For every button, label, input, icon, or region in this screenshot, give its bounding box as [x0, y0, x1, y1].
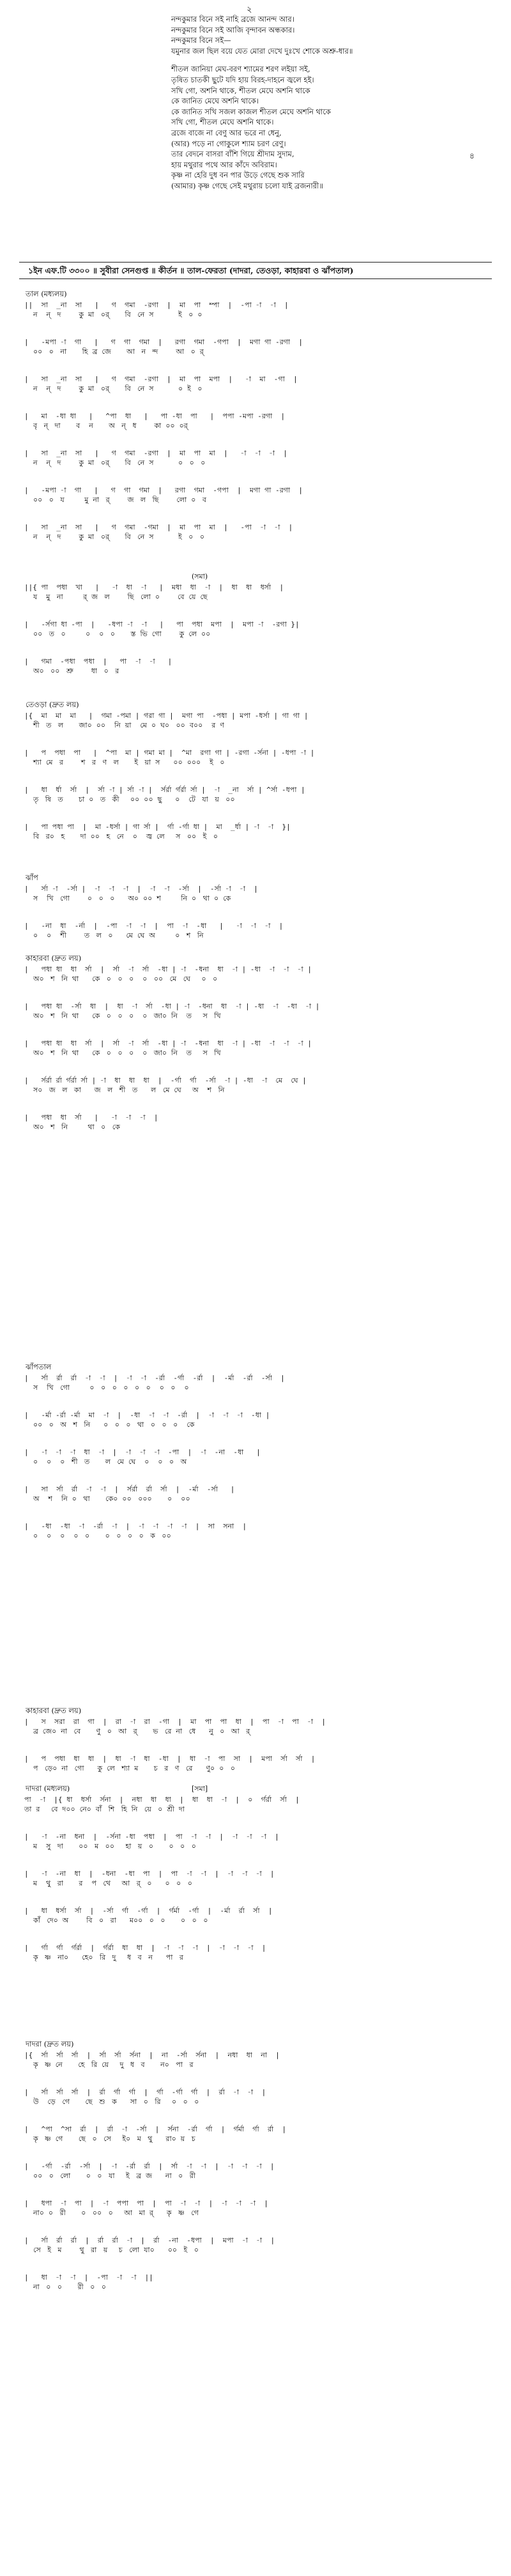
notation-words: অ শ নি ০ থা কে০ ০০ ০০০ ০ ০০: [24, 1495, 190, 1503]
notation-row: [24, 522, 491, 542]
notation-row: [24, 448, 491, 468]
section-title: দাদরা (মধ্যলয়): [26, 1784, 70, 1793]
notation-notes: | সা র্সা র্রা -া -া | র্সর্রা র্রা র্সা | -র্মা -র্সা |: [24, 1485, 235, 1493]
notation-notes: | ^পা ^সা র্রা | র্রা -া -র্সা | র্সনা -র্রা র্গা | র্গর্মা র্গা র্রা |: [24, 2125, 287, 2133]
notation-row: [24, 2050, 491, 2069]
notation-words: বি র০ হ দা ০০ হ নে ০ জ্ব লে স ০০ ই ০: [24, 832, 218, 841]
notation-row: [24, 2161, 491, 2181]
lyrics-line: কে জানিত সখি সজল কাজল শীতল মেঘে অশনি থাকে: [171, 107, 331, 116]
notation-words: য মু না র্ জ ল ছি লো ০ বে য়ে ছে: [24, 593, 208, 601]
section-title: কাহারবা (দ্রুত লয়): [26, 1706, 82, 1715]
lyrics-line: সখি গো, শীতল মেঘে অশনি থাকে।: [171, 118, 274, 127]
notation-words: তা র বে দ০০ নে০ বাঁ শি হি নি য়ে ০ শ্রী দা: [24, 1805, 185, 1813]
section-title: তাল (মধ্যলয়): [26, 289, 67, 298]
notation-row: [24, 1113, 491, 1132]
section-title: কাহারবা (দ্রুত লয়): [26, 954, 82, 963]
notation-row: [24, 2199, 491, 2218]
notation-words: তৃ ষি ত চা ০ ত কী ০০ ০০ ছু ০ টে যা য় ০০: [24, 795, 235, 804]
notation-row: [24, 2236, 491, 2255]
section-title: ঝাঁপতাল: [26, 1362, 52, 1371]
notation-row: [24, 1039, 491, 1058]
notation-notes: | -র্গা -র্রা -র্সা | -া -র্রা র্রা | র্সা -া -া | -া -া -া |: [24, 2162, 275, 2170]
section-title: দাদরা (দ্রুত লয়): [26, 2039, 74, 2048]
section-title: ঝাঁপ: [26, 873, 38, 882]
header-rule-top: [19, 262, 492, 263]
header-rule-bottom: [19, 278, 492, 279]
notation-notes: | প পধা পা | ^পা মা | গমা মা | ^মা রগা গা | -রগা -র্সনা | -ধপা -া |: [24, 749, 315, 757]
record-header: ১ইন এফ.টি ৩৩০০ ॥ সুবীরা সেনগুপ্ত ॥ কীর্তন ॥ তাল-ফেরতা (দাদরা, তেওড়া, কাহারবা ও ঝাঁপতাল): [28, 266, 354, 275]
notation-notes: | পধা ধা ধা র্সা | র্সা -া র্সা -ধা | -া -ধনা ধা -া | -ধা -া -া -া |: [24, 1039, 312, 1048]
notation-notes: |{ র্সা র্সা র্সা | র্সা র্সা র্সনা | না -র্সা র্সনা | নধা ধা না |: [24, 2051, 280, 2059]
notation-words: অ০ শ নি থা কে ০ ০ ০ ০ জা০ নি ত স খি: [24, 1049, 221, 1057]
notation-row: [24, 374, 491, 393]
notation-row: [24, 1869, 491, 1888]
notation-notes: | -মপা -া গা | গ গা গমা | রগা গমা -গপা | মগা গা -রগা |: [24, 486, 303, 494]
notation-words: কৃ ষ্ণ গে ছে ০ সে ই০ ম থু রা০ য় চ: [24, 2135, 195, 2143]
lyrics-line: কে জানিত মেঘে অশনি থাকে।: [171, 96, 259, 106]
notation-row: [24, 964, 491, 984]
notation-row: [24, 1521, 491, 1541]
notation-notes: | সা _না সা | গ গমা -রগা | মা পা মপা | -া মা -গা |: [24, 375, 298, 383]
notation-words: অ০ শ নি থা ০ কে: [24, 1123, 120, 1131]
lyrics-stanza: [171, 64, 471, 191]
notation-words: ০০ ত ০ ০ ০ ০ স্ত ভি গো কু লে ০০: [24, 630, 211, 638]
notation-words: স খি গো ০ ০ ০ ০ ০ ০ ০ ০ ০: [24, 1383, 189, 1392]
notation-notes: | সা _না সা | গ গমা -গমা | মা পা মা | -পা -া -া |: [24, 523, 293, 531]
notation-words: অ০ শ নি থা কে ০ ০ ০ ০ ০০ মে ঘে ০ ০: [24, 975, 218, 983]
notation-notes: | পা পধা পা | মা -ধর্সা | গা র্সা | র্গা -র্গা ধা | মা _র্ধা | -া -া }|: [24, 823, 291, 831]
notation-notes: | -া -না ধনা | -র্সনা -ধা পধা | পা -া -া | -া -া -া |: [24, 1833, 279, 1841]
notation-words: শী ত ল জা০ ০০ নি য়া মে ০ ঘ০ ০০ ব০০ র ণ: [24, 721, 224, 729]
notation-row: [24, 1484, 491, 1504]
notation-row: [24, 1906, 491, 1925]
notation-notes: || সা _না সা | গ গমা -রগা | মা পা ম্পা | -পা -া -া |: [24, 301, 289, 309]
notation-words: না০ ০ রী ০ ০০ ০ আ মা র্ কৃ ষ্ণ গে: [24, 2209, 199, 2217]
notation-row: [24, 583, 491, 602]
notation-row: [24, 921, 491, 940]
notation-words: বৃ ন্ দা ব ন অ ন্ ধ কা ০০ ০র্: [24, 422, 188, 430]
lyrics-line: নন্দকুমার বিনে সই নাহি ব্রজে আনন্দ আর।: [171, 15, 294, 24]
notation-words: ম সু দা ০০ ম ০০ হা য় ০ ০ ০ ০: [24, 1842, 196, 1850]
notation-notes: | -না ধা -র্না | -পা -া -া | পা -া -ধা | -া -া -া |: [24, 922, 284, 930]
notation-row: [24, 2087, 491, 2107]
notation-words: স০ জ ল কা জ ল শী ত ল মে ঘে অ শ নি: [24, 1086, 225, 1094]
notation-words: শ্যা মে র শ র ণ ল ই য়া স ০০ ০০০ ই ০: [24, 758, 225, 766]
notation-row: [24, 884, 491, 903]
notation-words: কৃ ষ্ণ না০ হে০ রি দু ধ ব ন পা র: [24, 1953, 183, 1962]
notation-words: ন ন্ দ কু মা ০র্ বি নে স ০ ই ০: [24, 385, 202, 393]
lyrics-line: ব্রজে বাজে না বেণু আর ভরে না ধেনু,: [171, 128, 282, 137]
notation-notes: পা -া |{ ধা ধর্সা র্সনা | নধা ধা ধা | ধা ধা -া | ০ র্গর্রা র্সা |: [24, 1795, 300, 1804]
lyrics-line: (আর) পড়ে না গোকুলে শ্যাম চরণ রেণু।: [171, 139, 286, 148]
notation-notes: | পধা ধা -র্সা ধা | ধা -া র্সা -ধা | -া -ধনা ধা -া | -ধা -া -ধা -া |: [24, 1002, 320, 1010]
notation-row: [24, 485, 491, 505]
notation-row: [24, 748, 491, 767]
notation-row: [24, 1373, 491, 1392]
lyrics-line: হায় মথুরার পথে আর কাঁদে অবিরাম।: [171, 160, 277, 169]
notation-words: ০০ ০ লো ০ ০ যা ই ব্র জ না ০ রী: [24, 2172, 195, 2180]
notation-row: [24, 620, 491, 639]
notation-row: [24, 657, 491, 676]
lyrics-line: তৃষিত চাতকী ছুটে যদি হায় বিরহ-দাহনে জ্বলে হই।: [171, 75, 314, 84]
notation-words: ০০ ০ না হি ব্র জে আ ন ন্দ আ ০ র্: [24, 347, 204, 356]
notation-notes: | র্সা র্রা র্রা -া -া | -া -া -র্রা -র্গা -র্রা | -র্মা -র্রা -র্সা |: [24, 1374, 285, 1382]
notation-notes: | মা -ধা ধা | ^পা ধা | পা -ধা পা | পপা -মপা -রগা |: [24, 412, 286, 420]
notation-words: ০০ ০ অ শ নি ০ ০ ০ থা ০ ০ ০ কে: [24, 1421, 195, 1429]
notation-notes: | -র্সগা ধা -পা | -ধপা -া -া | পা পধা মপা | মপা -া -রগা }|: [24, 620, 300, 629]
notation-words: কৃ ষ্ণ নে হে রি য়ে দু ধ ব ন০ পা র: [24, 2061, 194, 2069]
lyrics-line: নন্দকুমার বিনে সই—: [171, 36, 231, 45]
notation-notes: | সা _না সা | গ গমা -রগা | মা পা মা | -া -া -া |: [24, 449, 288, 457]
notation-notes: | ধপা -া পা | -া পপা পা | পা -া -া | -া -া -া |: [24, 2199, 268, 2207]
notation-row: [24, 1943, 491, 1962]
notation-words: প ড়ে০ না গো কু লে শ্যা ম চ র ণ রে ণু০ ০ ০: [24, 1764, 235, 1772]
notation-notes: | প পধা ধা ধা | ধা -া ধা -ধা | ধা -া পা সা | মপা র্সা র্সা |: [24, 1755, 316, 1763]
notation-row: [24, 1410, 491, 1429]
notation-words: ০০ ০ য মু না র্ জ ল ছি লো ০ ব: [24, 496, 207, 504]
notation-notes: | -র্মা -র্রা -র্মা মা -া | -ধা -া -া -র্রা | -া -া -া -ধা |: [24, 1411, 270, 1419]
notation-row: [24, 785, 491, 804]
notation-words: ন ন্ দ কু মা ০র্ বি নে স ই ০ ০: [24, 310, 202, 319]
notation-words: অ০ ০০ শ্রু ধা ০ র: [24, 667, 119, 675]
notation-notes: | র্গা র্গা র্গর্রা | র্গর্রা ধা ধা | -া -া -া | -া -া -া |: [24, 1944, 266, 1952]
notation-notes: | পধা ধা র্সা | -া -া -া |: [24, 1113, 158, 1122]
notation-notes: | র্সা র্রা র্রা | র্রা র্রা -া | র্রা -না -ধপা | মপা -া -া |: [24, 2236, 275, 2244]
notation-notes: | ধা -া -া | -পা -া -া ||: [24, 2273, 153, 2282]
lyrics-line: যমুনার জল ছিল বয়ে যেত মোরা দেখে দুঃখে শোকে অশ্রু-ধার॥: [171, 46, 353, 56]
notation-words: স খি গো ০ ০ ০ অ০ ০০ শ নি ০ থা ০ কে: [24, 894, 231, 903]
notation-row: [24, 1447, 491, 1467]
notation-words: ০ ০ শী ত ল ০ মে ঘে অ ০ শ নি: [24, 931, 204, 940]
notation-row: [24, 711, 491, 730]
section-title: তেওড়া (দ্রুত লয়): [26, 700, 79, 709]
lyrics-line: সখি গো, অশনি থাকে, শীতল মেঘে অশনি থাকে: [171, 86, 310, 95]
notation-words: অ০ শ নি থা কে ০ ০ ০ ০ জা০ নি ত স খি: [24, 1012, 221, 1020]
notation-notes: | পধা ধা ধা র্সা | র্সা -া র্সা -ধা | -া -ধনা ধা -া | -ধা -া -া -া |: [24, 965, 312, 973]
notation-words: না ০ ০ রী ০ ০: [24, 2283, 106, 2291]
notation-row: [24, 1717, 491, 1736]
notation-row: [24, 1832, 491, 1851]
notation-row: [24, 2273, 491, 2292]
notation-row: [24, 411, 491, 431]
lyrics-line: কৃষ্ণ না হেরি দুধ বন পার উড়ে গেছে শুক সারি: [171, 171, 305, 180]
notation-notes: | র্সা -া -র্সা | -া -া -া | -া -া -র্সা | -র্সা -া -া |: [24, 885, 258, 893]
notation-row: [24, 1795, 491, 1814]
notation-words: ০ ০ ০ শী ত ল মে ঘে ০ ০ ০ অ: [24, 1458, 187, 1466]
notation-words: ন ন্ দ কু মা ০র্ বি নে স ০ ০ ০: [24, 459, 206, 467]
notation-notes: |{ মা মা মা | গমা -পমা | গরা গা | মগা পা -পধা | মপা -ধর্সা | গা গা |: [24, 712, 309, 720]
notation-notes: ||{ পা পধা খা | -া ধা -া | মধা ধা -া | ধা ধা ধর্সা |: [24, 583, 284, 591]
lyrics-block: [171, 14, 471, 199]
notation-notes: | ধা ধর্সা র্সা | -র্সা র্গা -র্গা | র্গর্মা -র্গা | -র্মা র্রা র্সা |: [24, 1907, 273, 1915]
notation-row: [24, 1076, 491, 1095]
notation-notes: | র্সর্রা র্রা র্গর্রা র্সা | -া ধা ধা ধা | -র্গা র্গা -র্সা -া | -ধা -া মে ঘে |: [24, 1076, 307, 1085]
section-tag: (সমা): [192, 572, 208, 581]
notation-words: ব্র জে০ না বে ণু ০ আ র্ ভ রে না ধে নু ০ আ র্: [24, 1727, 250, 1735]
page-mark: ২: [247, 5, 252, 15]
notation-words: উ ড়ে গে ছে শু ক সা ০ রি ০ ০ ০: [24, 2098, 199, 2106]
notation-notes: | -মপা -া গা | গ গা গমা | রগা গমা -গপা | মগা গা -রগা |: [24, 338, 303, 346]
notation-row: [24, 1754, 491, 1773]
notation-notes: | -া -না ধা | -ধনা -ধা পা | পা -া -া | -া -া -া |: [24, 1870, 275, 1878]
notation-row: [24, 300, 491, 319]
notation-notes: | গমা -পধা পধা | পা -া -া |: [24, 657, 172, 666]
notation-row: [24, 822, 491, 841]
notation-notes: | র্সা র্সা র্সা | র্রা র্গা র্গা | র্গা -র্গা র্গা | র্রা -া -া |: [24, 2088, 266, 2096]
notation-words: ম থু রা র প থে আ র্ ০ ০ ০ ০: [24, 1879, 192, 1887]
notation-row: [24, 1002, 491, 1021]
notation-notes: | স সরা রা গা | রা -া রা -গা | মা পা পা ধা | পা -া পা -া |: [24, 1718, 326, 1726]
lyrics-line: তার বেদনে বাসরা বাঁশি গিয়ে শ্রীদাম সুদাম,: [171, 149, 294, 159]
lyrics-line: শীতল জানিয়া মেঘ-বরণ শ্যামের শরণ লইয়া সই,: [171, 65, 310, 74]
notation-words: কাঁ দে০ অ বি ০ রা ম০০ ০ ০ ০ ০ ০: [24, 1916, 208, 1924]
notation-words: সে ই ম থু রা য় চ লো যা০ ০০ ই ০: [24, 2246, 199, 2254]
lyrics-line: (আমার) কৃষ্ণ গেছে সেই মথুরায় চলো যাই ব্রজনারী॥: [171, 181, 323, 190]
notation-row: [24, 337, 491, 356]
notation-words: ন ন্ দ কু মা ০র্ বি নে স ই ০ ০: [24, 533, 205, 541]
lyrics-stanza: [171, 14, 471, 56]
notation-notes: | ধা র্ধা র্সা | র্সা -া | র্সা -া | র্সর্রা র্গর্রা র্সা | -া _না র্সা | ^র্সা -ধপা |: [24, 786, 305, 794]
notation-notes: | -া -া -া ধা -া | -া -া -া -পা | -া -না -ধা |: [24, 1448, 261, 1456]
lyrics-line: নন্দকুমার বিনে সই আজি বৃন্দাবন অন্ধকার।: [171, 25, 295, 34]
notation-words: ০ ০ ০ ০ ০ ০ ০ ০ ০ ক ০০: [24, 1532, 171, 1540]
page-number: ৪: [469, 151, 475, 160]
section-tag: [সমা]: [192, 1785, 208, 1793]
notation-row: [24, 2124, 491, 2144]
notation-notes: | -ধা -ধা -া -র্রা -া | -া -া -া -া | সা সনা |: [24, 1522, 247, 1530]
